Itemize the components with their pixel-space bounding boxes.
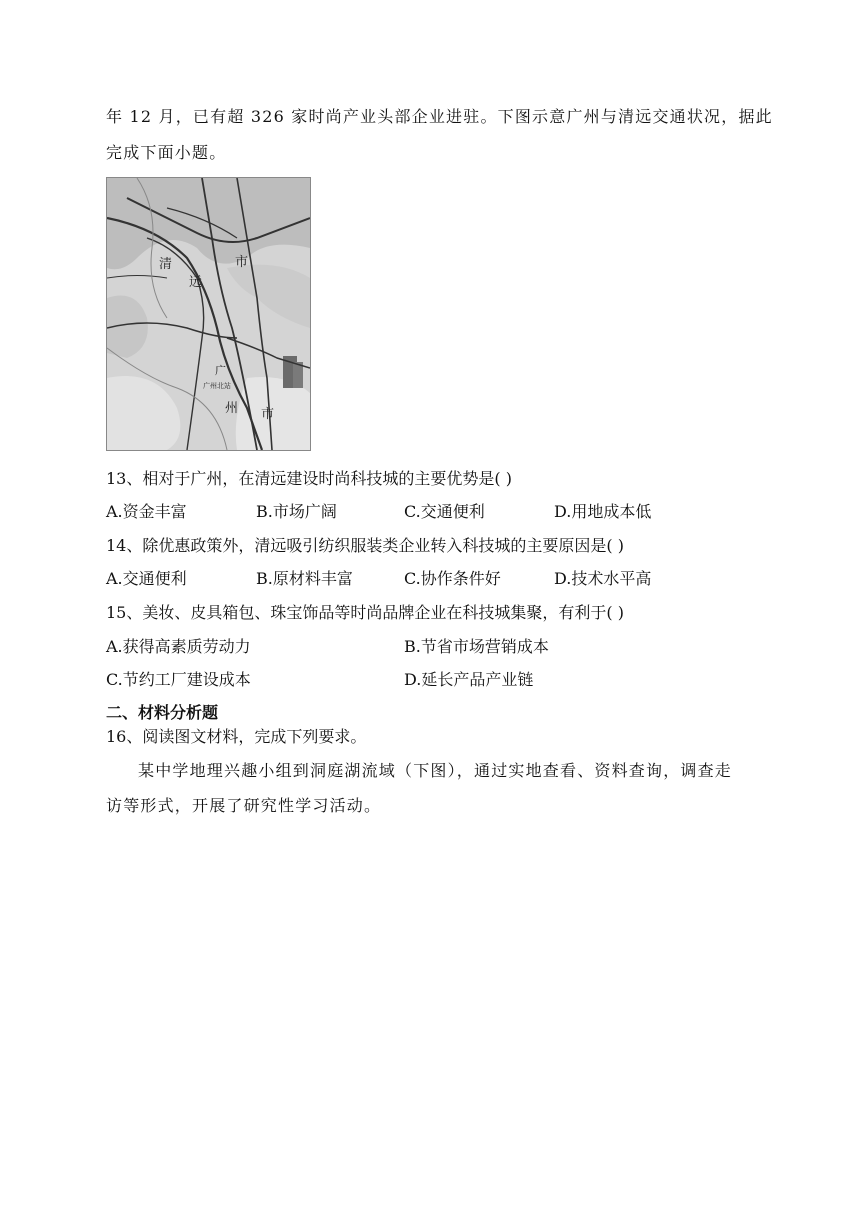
question-13-stem: 13、相对于广州，在清远建设时尚科技城的主要优势是( ) <box>106 469 512 488</box>
intro-line-1: 年 12 月，已有超 326 家时尚产业头部企业进驻。下图示意广州与清远交通状况，据此 <box>106 107 773 126</box>
section-2-heading: 二、材料分析题 <box>106 703 219 722</box>
q13-option-d[interactable]: D.用地成本低 <box>554 502 652 521</box>
map-label-shi-2: 市 <box>261 407 275 422</box>
q15-option-b[interactable]: B.节省市场营销成本 <box>404 637 549 656</box>
q15-option-a[interactable]: A.获得高素质劳动力 <box>106 637 251 656</box>
q16-paragraph-line-2: 访等形式，开展了研究性学习活动。 <box>106 796 382 815</box>
q13-option-a[interactable]: A.资金丰富 <box>106 502 187 521</box>
q14-option-a[interactable]: A.交通便利 <box>106 569 187 588</box>
traffic-map <box>107 178 310 450</box>
question-15-stem: 15、美妆、皮具箱包、珠宝饰品等时尚品牌企业在科技城集聚，有利于( ) <box>106 603 624 622</box>
map-label-zhou: 州 <box>225 401 239 416</box>
question-14-stem: 14、除优惠政策外，清远吸引纺织服装类企业转入科技城的主要原因是( ) <box>106 536 624 555</box>
intro-line-2: 完成下面小题。 <box>106 143 227 162</box>
map-label-yuan: 远 <box>189 275 203 290</box>
q14-option-b[interactable]: B.原材料丰富 <box>256 569 353 588</box>
q15-option-c[interactable]: C.节约工厂建设成本 <box>106 670 251 689</box>
q13-option-c[interactable]: C.交通便利 <box>404 502 485 521</box>
map-label-shi-1: 市 <box>235 255 249 270</box>
q16-paragraph-line-1: 某中学地理兴趣小组到洞庭湖流域（下图），通过实地查看、资料查询，调查走 <box>138 761 733 780</box>
q14-option-c[interactable]: C.协作条件好 <box>404 569 501 588</box>
map-label-guang: 广 <box>215 364 226 377</box>
map-label-station: 广州北站 <box>203 382 231 390</box>
q15-option-d[interactable]: D.延长产品产业链 <box>404 670 534 689</box>
question-16-stem: 16、阅读图文材料，完成下列要求。 <box>106 727 367 746</box>
q14-option-d[interactable]: D.技术水平高 <box>554 569 652 588</box>
traffic-map-figure <box>106 177 311 451</box>
map-label-qing: 清 <box>159 257 173 272</box>
q13-option-b[interactable]: B.市场广阔 <box>256 502 337 521</box>
